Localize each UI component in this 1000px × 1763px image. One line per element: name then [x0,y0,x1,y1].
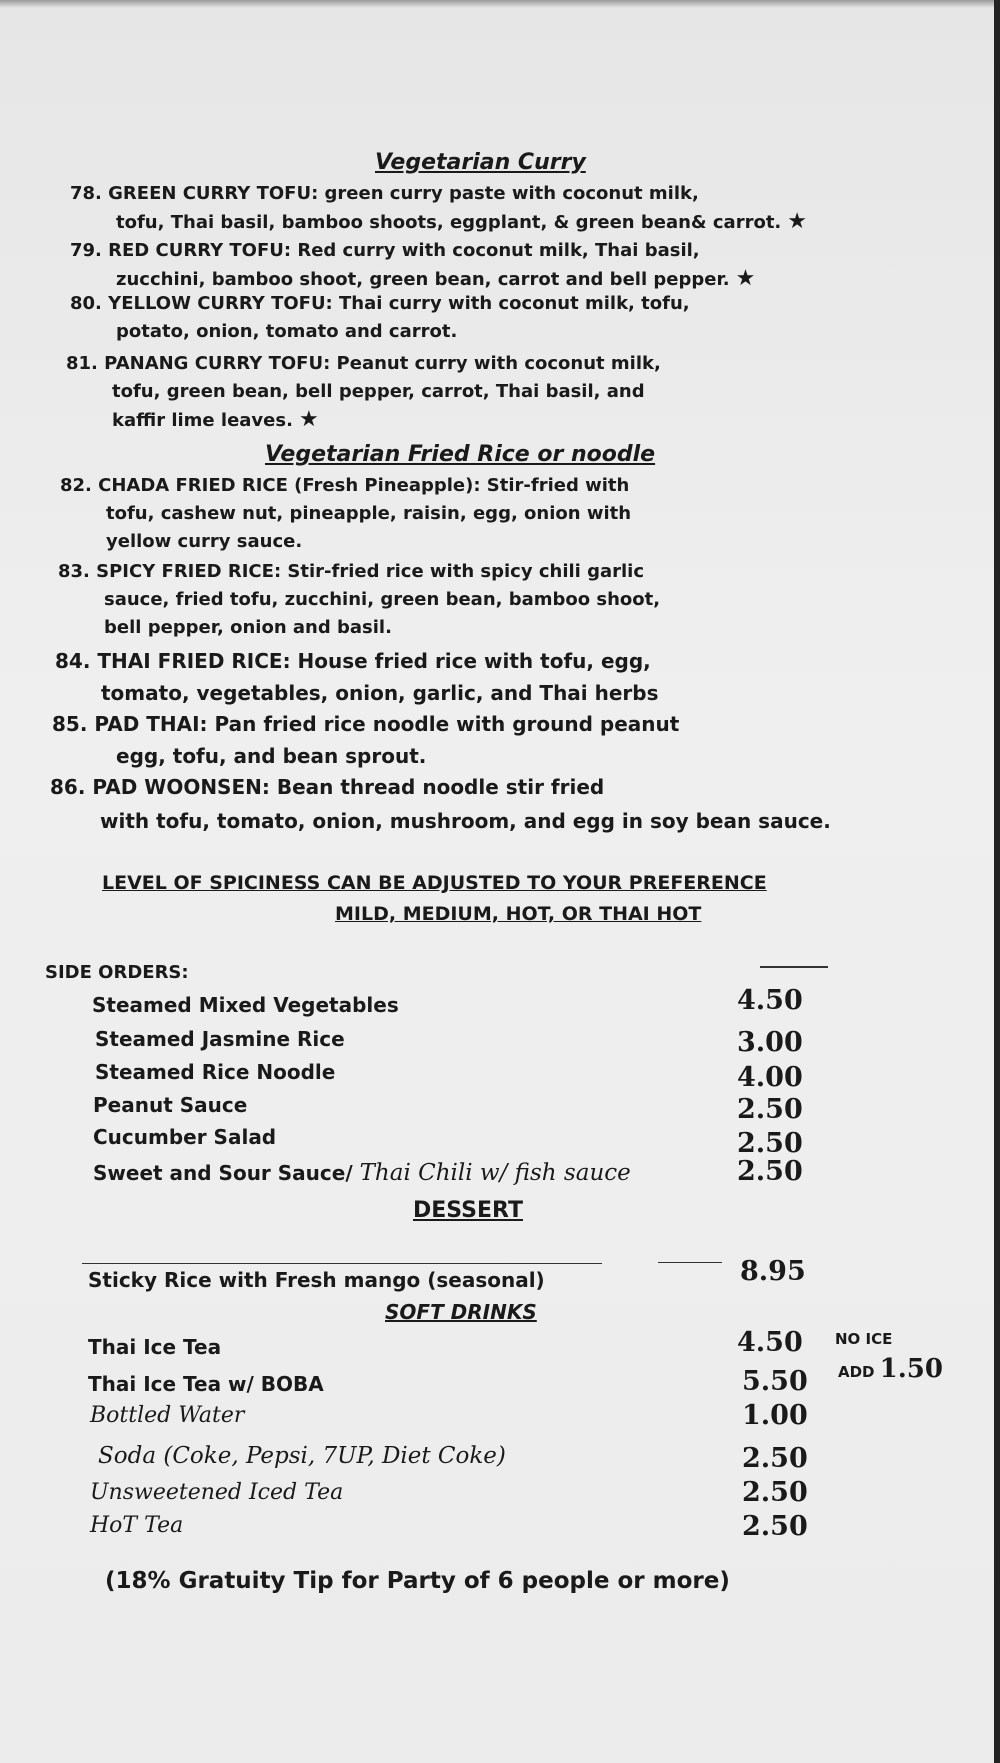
side-item-sauce [93,1160,631,1186]
item-line: bell pepper, onion and basil. [104,617,392,638]
menu-item-78 [70,180,807,237]
drink-item-price: 2.50 [742,1443,808,1474]
drink-item-price: 5.50 [742,1366,808,1397]
spice-notice-line2: MILD, MEDIUM, HOT, OR THAI HOT [335,903,702,925]
gratuity-note: (18% Gratuity Tip for Party of 6 people or more) [105,1568,730,1594]
item-line: 86. PAD WOONSEN: Bean thread noodle stir fried [50,775,605,799]
item-line: yellow curry sauce. [106,531,303,552]
dessert-title: DESSERT [413,1198,523,1223]
drink-item-name: Thai Ice Tea w/ BOBA [88,1372,324,1396]
drink-item-price: 2.50 [742,1477,808,1508]
item-line: tomato, vegetables, onion, garlic, and Thai herbs [101,681,659,705]
drink-item-price: 1.00 [742,1400,808,1431]
page-right-edge [994,0,1000,1763]
side-item-name: Peanut Sauce [93,1093,248,1117]
item-line: 84. THAI FRIED RICE: House fried rice with tofu, egg, [55,649,651,673]
no-ice-add-price: 1.50 [879,1354,943,1384]
item-line: egg, tofu, and bean sprout. [116,744,427,768]
dessert-item-name: Sticky Rice with Fresh mango (seasonal) [88,1268,545,1292]
drink-item-name: Bottled Water [90,1403,245,1428]
drink-item-name: Unsweetened Iced Tea [90,1480,344,1505]
drink-item-price: 2.50 [742,1511,808,1542]
menu-item-79 [70,237,755,294]
item-line: 78. GREEN CURRY TOFU: green curry paste with coconut milk, [70,183,699,204]
item-line: 79. RED CURRY TOFU: Red curry with coconut milk, Thai basil, [70,240,700,261]
drink-item-name: HoT Tea [90,1513,184,1538]
menu-item-80 [70,290,690,346]
dessert-item-price: 8.95 [740,1256,806,1287]
no-ice-add [838,1354,943,1384]
side-item-price: 2.50 [737,1094,803,1125]
handwritten-note: Thai Chili w/ fish sauce [359,1160,631,1186]
no-ice-note: NO ICE [835,1330,893,1348]
item-line: 83. SPICY FRIED RICE: Stir-fried rice with spicy chili garlic [58,561,645,582]
divider [658,1262,722,1263]
side-item-price: 2.50 [737,1156,803,1187]
side-item-name: Sweet and Sour Sauce/ [93,1161,353,1185]
item-line: 80. YELLOW CURRY TOFU: Thai curry with coconut milk, tofu, [70,293,690,314]
item-line: 85. PAD THAI: Pan fried rice noodle with ground peanut [52,712,680,736]
menu-item-82 [60,472,631,556]
spice-notice-line1: LEVEL OF SPICINESS CAN BE ADJUSTED TO YOUR PREFERENCE [102,872,767,894]
menu-item-84 [55,645,659,709]
side-item-price: 2.50 [737,1128,803,1159]
side-item-price: 4.50 [737,985,803,1016]
item-line: zucchini, bamboo shoot, green bean, carrot and bell pepper. [116,269,730,290]
vegetarian-fried-title: Vegetarian Fried Rice or noodle [265,442,656,467]
side-item-name: Cucumber Salad [93,1125,277,1149]
menu-item-86 [50,770,831,838]
side-item-name: Steamed Rice Noodle [95,1060,336,1084]
divider [82,1263,602,1264]
star-icon: ★ [787,209,807,234]
no-ice-add-label: ADD [838,1363,875,1381]
side-orders-header: SIDE ORDERS: [45,962,189,983]
item-line: kaffir lime leaves. [112,410,293,431]
item-line: sauce, fried tofu, zucchini, green bean, bamboo shoot, [104,589,661,610]
side-item-name: Steamed Jasmine Rice [95,1027,345,1051]
vegetarian-curry-title: Vegetarian Curry [375,150,586,175]
side-item-price: 3.00 [737,1027,803,1058]
item-line: 81. PANANG CURRY TOFU: Peanut curry with coconut milk, [66,353,661,374]
divider [760,966,828,968]
side-item-price: 4.00 [737,1062,803,1093]
drink-item-price: 4.50 [737,1327,803,1358]
item-line: potato, onion, tomato and carrot. [116,321,458,342]
item-line: tofu, green bean, bell pepper, carrot, Thai basil, and [112,381,645,402]
side-item-name: Steamed Mixed Vegetables [92,993,399,1017]
item-line: with tofu, tomato, onion, mushroom, and egg in soy bean sauce. [100,809,831,833]
page-top-edge [0,0,1000,8]
star-icon: ★ [298,407,319,432]
drink-item-name: Thai Ice Tea [88,1335,222,1359]
menu-item-85 [52,708,679,772]
drink-item-name: Soda (Coke, Pepsi, 7UP, Diet Coke) [98,1443,506,1469]
menu-item-81 [66,350,661,435]
item-line: 82. CHADA FRIED RICE (Fresh Pineapple): Stir-fried with [60,475,630,496]
star-icon: ★ [735,266,756,291]
menu-item-83 [58,558,660,642]
item-line: tofu, cashew nut, pineapple, raisin, egg, onion with [106,503,632,524]
item-line: tofu, Thai basil, bamboo shoots, eggplant, & green bean& carrot. [116,212,782,233]
soft-drinks-title: SOFT DRINKS [385,1300,537,1324]
